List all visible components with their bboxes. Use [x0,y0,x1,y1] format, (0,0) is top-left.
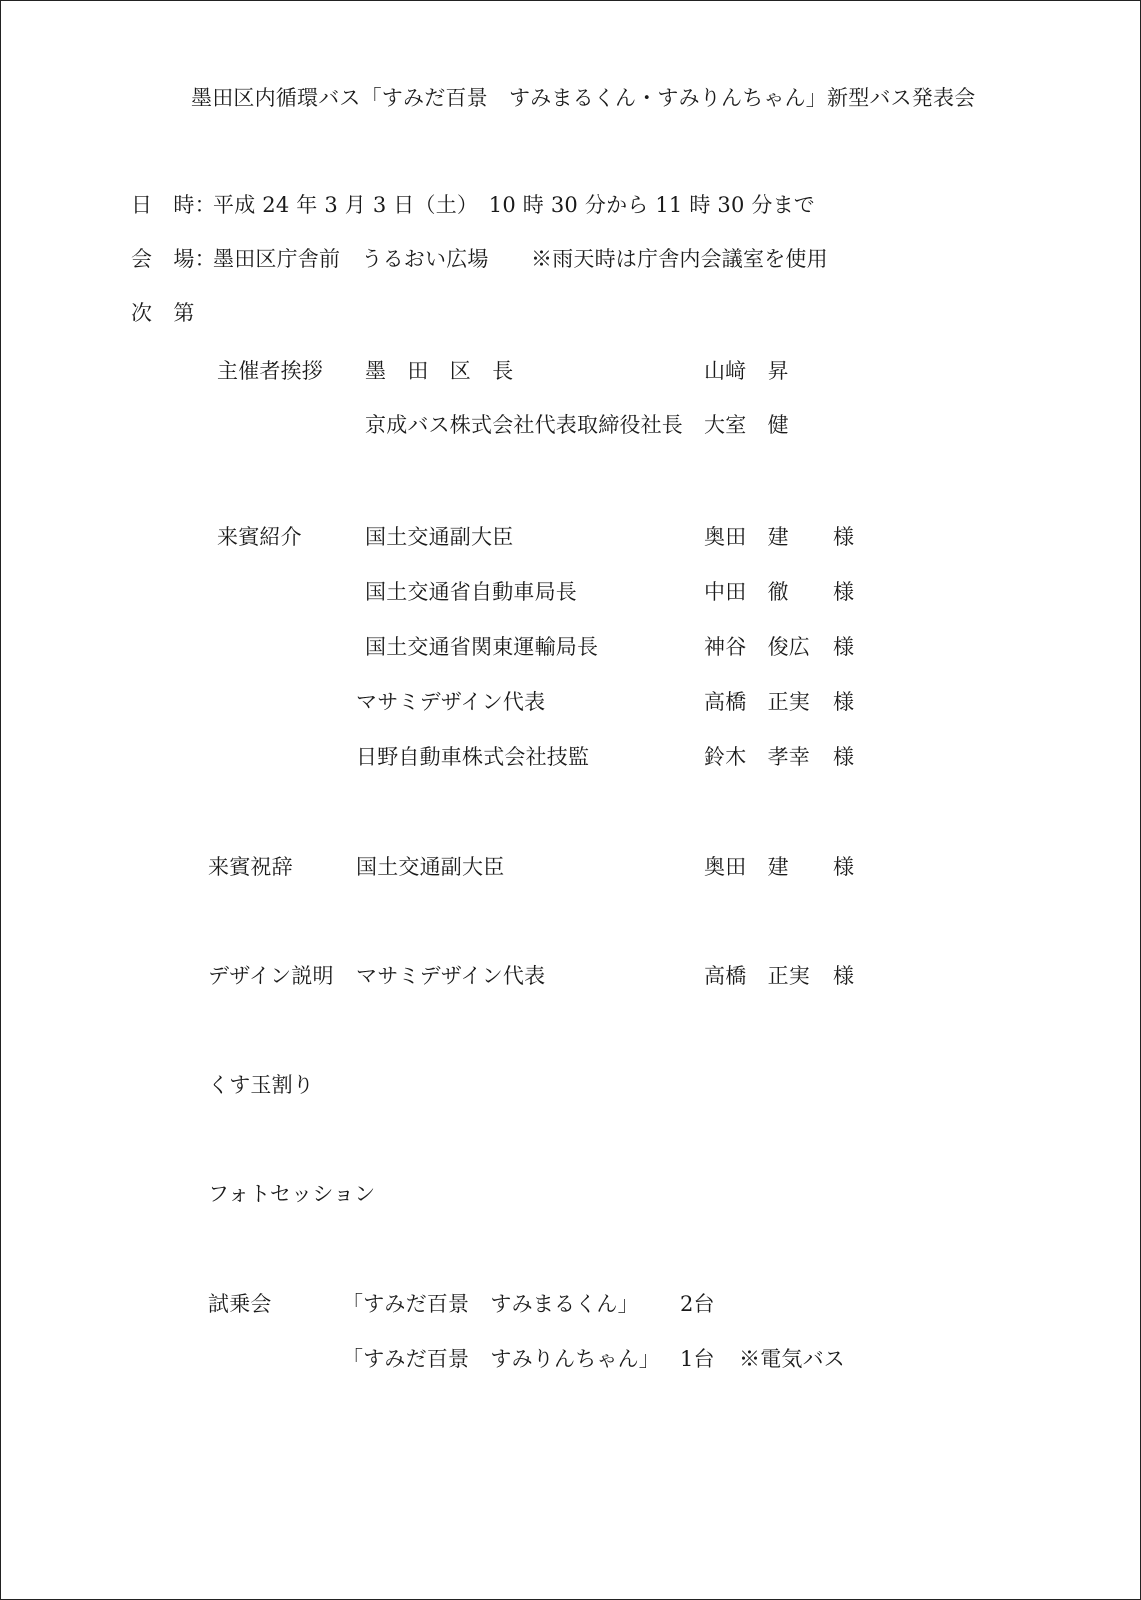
ride-label: 試乗会 [208,1292,272,1316]
ride-bus: 「すみだ百景 すみりんちゃん」 [342,1347,660,1371]
datetime-value: 平成 24 年 3 月 3 日（土） 10 時 30 分から 11 時 30 分まで [213,193,816,217]
document-title: 墨田区内循環バス「すみだ百景 すみまるくん・すみりんちゃん」新型バス発表会 [191,86,976,110]
guest-name: 神谷 俊広 [704,635,810,659]
greeting-role: 京成バス株式会社代表取締役社長 [365,413,683,437]
design-label: デザイン説明 [208,964,334,988]
ride-count: 1台 [680,1347,715,1371]
guest-role: 日野自動車株式会社技監 [356,745,590,769]
greeting-label: 主催者挨拶 [217,359,323,383]
datetime-label: 日 時： [131,193,216,217]
ride-count: 2台 [680,1292,715,1316]
design-name: 高橋 正実 [704,964,810,988]
venue-value: 墨田区庁舎前 うるおい広場 ※雨天時は庁舎内会議室を使用 [213,247,828,271]
ride-note: ※電気バス [739,1347,845,1371]
guest-role: 国土交通省自動車局長 [365,580,577,604]
greeting-name: 大室 健 [704,413,789,437]
guest-role: 国土交通副大臣 [365,525,514,549]
guest-honorific: 様 [833,525,855,549]
congrats-name: 奥田 建 [704,855,789,879]
congrats-honorific: 様 [833,855,855,879]
program-label: 次 第 [131,301,195,325]
congrats-role: 国土交通副大臣 [356,855,505,879]
congrats-label: 来賓祝辞 [208,855,293,879]
venue-label: 会 場： [131,247,216,271]
guest-name: 中田 徹 [704,580,789,604]
guest-role: 国土交通省関東運輸局長 [365,635,599,659]
design-role: マサミデザイン代表 [356,964,546,988]
greeting-name: 山﨑 昇 [704,359,789,383]
kusudama-item: くす玉割り [208,1073,314,1097]
guest-name: 奥田 建 [704,525,789,549]
guests-label: 来賓紹介 [217,525,302,549]
photo-session-item: フォトセッション [208,1182,376,1206]
guest-honorific: 様 [833,580,855,604]
guest-name: 鈴木 孝幸 [704,745,810,769]
guest-role: マサミデザイン代表 [356,690,546,714]
design-honorific: 様 [833,964,855,988]
guest-honorific: 様 [833,635,855,659]
ride-bus: 「すみだ百景 すみまるくん」 [342,1292,639,1316]
guest-honorific: 様 [833,745,855,769]
greeting-role: 墨 田 区 長 [365,359,514,383]
guest-honorific: 様 [833,690,855,714]
guest-name: 高橋 正実 [704,690,810,714]
